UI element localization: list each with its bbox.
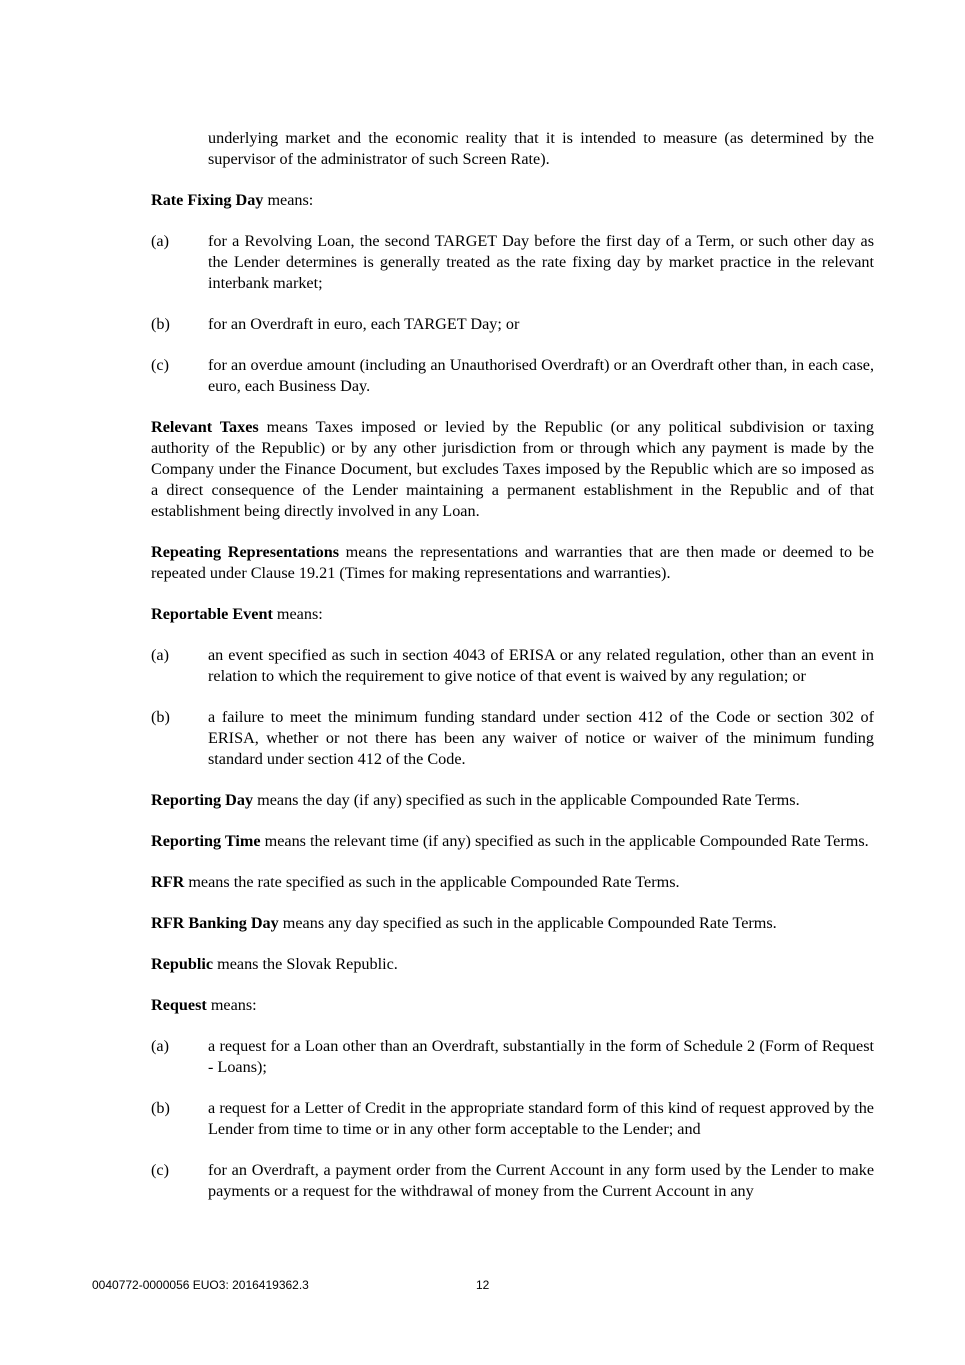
list-item [151, 1036, 874, 1078]
definition-text: means: [272, 605, 323, 623]
item-label: (b) [151, 1099, 170, 1117]
item-label: (a) [151, 1037, 169, 1055]
list-item [151, 1160, 874, 1202]
list-item [151, 645, 874, 687]
item-text: for an Overdraft in euro, each TARGET Day; or [208, 315, 520, 333]
item-label: (a) [151, 646, 169, 664]
list-item [151, 314, 874, 335]
item-text: a request for a Loan other than an Overdraft, substantially in the form of Schedule 2 (Form of Request - Loans); [208, 1037, 874, 1076]
document-page [151, 128, 874, 1202]
definition-text: means the Slovak Republic. [213, 955, 398, 973]
list-item [151, 1098, 874, 1140]
defined-term: Rate Fixing Day [151, 191, 264, 209]
definition-text: means the rate specified as such in the applicable Compounded Rate Terms. [184, 873, 680, 891]
defined-term: Reportable Event [151, 605, 273, 623]
definition-reportable-event [151, 604, 874, 625]
item-label: (a) [151, 232, 169, 250]
item-text: for an Overdraft, a payment order from the Current Account in any form used by the Lender to make payments or a request for the withdrawal of money from the Current Account in any [208, 1161, 874, 1200]
defined-term: Reporting Day [151, 791, 254, 809]
list-item [151, 707, 874, 770]
definition-rfr [151, 872, 874, 893]
definition-text: means any day specified as such in the applicable Compounded Rate Terms. [278, 914, 777, 932]
item-text: a failure to meet the minimum funding standard under section 412 of the Code or section 302 of ERISA, whether or not there has been any waiver of notice or waiver of the minimum funding standard under section 412 of the Code. [208, 708, 874, 768]
continuation-paragraph: underlying market and the economic reality that it is intended to measure (as determined by the supervisor of the administrator of such Screen Rate). [208, 129, 874, 168]
definition-relevant-taxes [151, 417, 874, 522]
definition-text: means: [206, 996, 257, 1014]
item-text: a request for a Letter of Credit in the appropriate standard form of this kind of request approved by the Lender from time to time or in any other form acceptable to the Lender; and [208, 1099, 874, 1138]
defined-term: Repeating Representations [151, 543, 339, 561]
footer-document-reference: 0040772-0000056 EUO3: 2016419362.3 [92, 1278, 309, 1292]
defined-term: Republic [151, 955, 214, 973]
item-label: (b) [151, 315, 170, 333]
item-label: (c) [151, 356, 169, 374]
list-item [151, 355, 874, 397]
list-item [151, 231, 874, 294]
definition-rate-fixing-day [151, 190, 874, 211]
definition-text: means: [263, 191, 314, 209]
definition-request [151, 995, 874, 1016]
definition-reporting-day [151, 790, 874, 811]
defined-term: Request [151, 996, 207, 1014]
definition-republic [151, 954, 874, 975]
definition-reporting-time [151, 831, 874, 852]
item-label: (b) [151, 708, 170, 726]
item-text: an event specified as such in section 4043 of ERISA or any related regulation, other than an event in relation to which the requirement to give notice of that event is waived by any regulation; or [208, 646, 874, 685]
definition-text: means the representations and warranties that are then made or deemed to be repeated under Clause 19.21 (Times for making representations and warranties). [151, 543, 874, 582]
definition-text: means the day (if any) specified as such in the applicable Compounded Rate Terms. [253, 791, 800, 809]
definition-text: means the relevant time (if any) specified as such in the applicable Compounded Rate Terms. [260, 832, 869, 850]
item-text: for a Revolving Loan, the second TARGET Day before the first day of a Term, or such other day as the Lender determines is generally treated as the rate fixing day by market practice in the relevant interbank market; [208, 232, 874, 292]
definition-repeating-representations [151, 542, 874, 584]
definition-rfr-banking-day [151, 913, 874, 934]
footer-page-number: 12 [476, 1278, 490, 1292]
defined-term: Relevant Taxes [151, 418, 259, 436]
item-text: for an overdue amount (including an Unauthorised Overdraft) or an Overdraft other than, in each case, euro, each Business Day. [208, 356, 874, 395]
defined-term: RFR [151, 873, 185, 891]
defined-term: Reporting Time [151, 832, 261, 850]
definition-text: means Taxes imposed or levied by the Republic (or any political subdivision or taxing authority of the Republic) or by any other jurisdiction from or through which any payment is made by the Company under the Finance Document, but excludes Taxes imposed by the Republic which are so imposed as a direct consequence of the Lender maintaining a permanent establishment in the Republic and of that establishment being directly involved in any Loan. [151, 418, 874, 520]
defined-term: RFR Banking Day [151, 914, 279, 932]
item-label: (c) [151, 1161, 169, 1179]
